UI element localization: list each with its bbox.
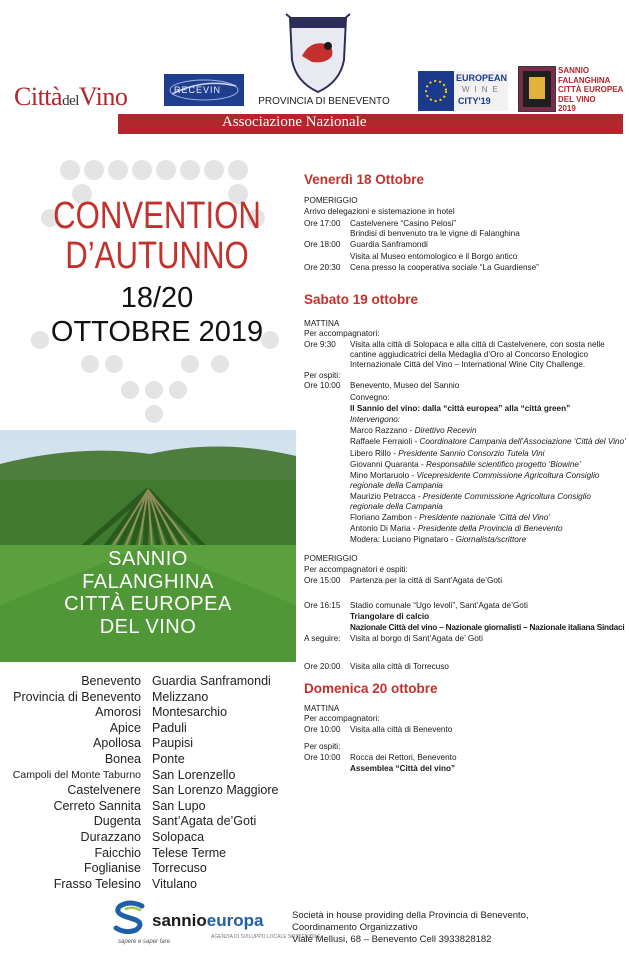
town-item: Faicchio [94,845,141,860]
program-line: Intervengono: [350,415,401,424]
program-line: cantine aggiudicatrici della Medaglia d’Oro al Concorso Enologico [350,350,589,359]
section-label: POMERIGGIO [304,554,358,563]
program-line: Arrivo delegazioni e sistemazione in hotel [304,207,455,216]
town-item: San Lorenzo Maggiore [152,783,279,798]
town-item: Apollosa [93,736,141,751]
sannioeuropa-logo-icon [112,900,148,934]
speaker-line: Raffaele Ferraioli - Coordinatore Campania dell’Associazione ‘Città del Vino’ [350,437,626,446]
sannio-falanghina-logo-text: SANNIO FALANGHINA CITTÀ EUROPEA DEL VINO 2019 [558,66,624,113]
section-label: POMERIGGIO [304,196,358,205]
town-item: Guardia Sanframondi [152,674,271,688]
provincia-label: PROVINCIA DI BENEVENTO [258,96,390,107]
schedule-row: A seguire: Visita al borgo di Sant’Agata de’ Goti [304,634,483,643]
audience-label: Per ospiti: [304,742,341,751]
section-label: MATTINA [304,704,340,713]
program-line: Visita al Museo entomologico e il Borgo antico [350,252,518,261]
town-item: Foglianise [84,861,141,876]
program-line: Brindisi di benvenuto tra le vigne di Falanghina [350,229,520,238]
sannioeuropa-tagline: sapere e saper fare [118,939,171,945]
towns-left-column [10,674,141,892]
town-item: Provincia di Benevento [13,689,141,704]
footer-line: Coordinamento Organizzativo [292,922,418,933]
town-item: Vitulano [152,876,197,891]
schedule-row: Ore 20:30 Cena presso la cooperativa sociale “La Guardiense” [304,263,539,272]
town-item: San Lupo [152,798,206,813]
town-item: Sant’Agata de’Goti [152,814,257,829]
sannio-falanghina-banner-text: SANNIO FALANGHINA CITTÀ EUROPEA DEL VINO [64,548,232,638]
program-line: Internazionale Città del Vino – International Wine City Challenge. [350,360,586,369]
speaker-line: Mino Mortaruolo - Vicepresidente Commissione Agricoltura Consiglio [350,471,600,480]
event-month-year: OTTOBRE 2019 [50,316,264,348]
audience-label: Per ospiti: [304,371,341,380]
provincia-crest-icon [282,10,354,96]
audience-label: Per accompagnatori: [304,329,380,338]
program-line: Triangolare di calcio [350,612,430,621]
convention-title-line1: CONVENTION [53,195,261,237]
speaker-line: Floriano Zambon - Presidente nazionale ‘Città del Vino’ [350,513,551,522]
speaker-line: regionale della Campania [350,502,443,511]
towns-right-column [152,674,302,892]
day-heading-saturday: Sabato 19 ottobre [304,292,419,307]
schedule-row: Ore 20:00 Visita alla città di Torrecuso [304,662,449,671]
speaker-line: regionale della Campania [350,481,443,490]
day-heading-friday: Venerdì 18 Ottobre [304,172,425,187]
sannioeuropa-brand: sannioeuropa [152,911,264,930]
section-label: MATTINA [304,319,340,328]
program-line: Assemblea “Città del vino” [350,764,456,773]
schedule-row: Ore 16:15 Stadio comunale “Ugo Ievoli”, Sant’Agata de’Goti [304,601,528,610]
town-item: Torrecuso [152,861,207,876]
audience-label: Per accompagnatori e ospiti: [304,565,408,574]
town-item: Castelvenere [67,783,141,798]
speaker-line: Marco Razzano - Direttivo Recevin [350,426,477,435]
schedule-row: Ore 15:00 Partenza per la città di Sant’Agata de’Goti [304,576,503,585]
town-item: Frasso Telesino [53,876,141,891]
speaker-line: Antonio Di Maria - Presidente della Provincia di Benevento [350,524,563,533]
sannio-falanghina-emblem [518,66,556,112]
day-heading-sunday: Domenica 20 ottobre [304,681,438,696]
association-banner [118,114,623,134]
speaker-line: Libero Rillo - Presidente Sannio Consorzio Tutela Vini [350,449,545,458]
moderator-line: Modera: Luciano Pignataro - Giornalista/scrittore [350,535,527,544]
town-item: Cerreto Sannita [53,798,141,813]
footer-contact: Viale Mellusi, 68 – Benevento Cell 3933828182 [292,934,492,945]
speaker-line: Giovanni Quaranta - Responsabile scientifico progetto ‘Biowine’ [350,460,581,469]
schedule-row: Ore 10:00 Visita alla città di Benevento [304,725,453,734]
schedule-row: Ore 18:00 Guardia Sanframondi [304,240,428,249]
town-item: Amorosi [95,705,141,720]
convention-title-line2: D’AUTUNNO [65,235,249,277]
town-item: Paduli [152,720,187,735]
european-wine-city-logo: EUROPEAN WINE CITY'19 [418,71,508,111]
town-item: Solopaca [152,829,205,844]
program-line: Convegno: [350,393,390,402]
citta-del-vino-logo: CittàdelVino [14,82,128,111]
schedule-row: Ore 10:00 Benevento, Museo del Sannio [304,381,460,390]
town-item: Campoli del Monte Taburno [12,768,141,781]
town-item: Ponte [152,751,185,766]
town-item: Apice [109,720,141,735]
town-item: Paupisi [152,736,193,751]
town-item: Bonea [104,751,141,766]
program-line: Nazionale Città del vino – Nazionale giornalisti – Nazionale italiana Sindaci [350,623,625,632]
audience-label: Per accompagnatori: [304,714,380,723]
schedule-row: Ore 10:00 Rocca dei Rettori, Benevento [304,753,457,762]
town-item: Melizzano [152,689,209,704]
recevin-logo: RECEVIN [164,74,244,106]
town-item: Montesarchio [152,705,228,720]
town-item: Telese Terme [152,845,227,860]
sannioeuropa-subline: AGENZIA DI SVILUPPO LOCALE SOSTENIBILE [211,934,321,940]
speaker-line: Maurizio Petracca - Presidente Commissione Agricoltura Consiglio [350,492,591,501]
town-item: Durazzano [80,829,141,844]
town-item: San Lorenzello [152,767,236,782]
event-dates: 18/20 [120,282,194,314]
town-item: Benevento [81,674,141,688]
conference-title: Il Sannio del vino: dalla “città europea” alla “città green” [350,404,571,413]
footer-line: Società in house providing della Provincia di Benevento, [292,910,529,921]
eu-flag-icon [418,71,454,111]
town-item: Dugenta [93,814,141,829]
schedule-row: Ore 9:30 Visita alla città di Solopaca e alla città di Castelvenere, con sosta nelle [304,340,605,349]
association-label: Associazione Nazionale [222,114,367,130]
schedule-row: Ore 17:00 Castelvenere “Casino Pelosi” [304,219,457,228]
